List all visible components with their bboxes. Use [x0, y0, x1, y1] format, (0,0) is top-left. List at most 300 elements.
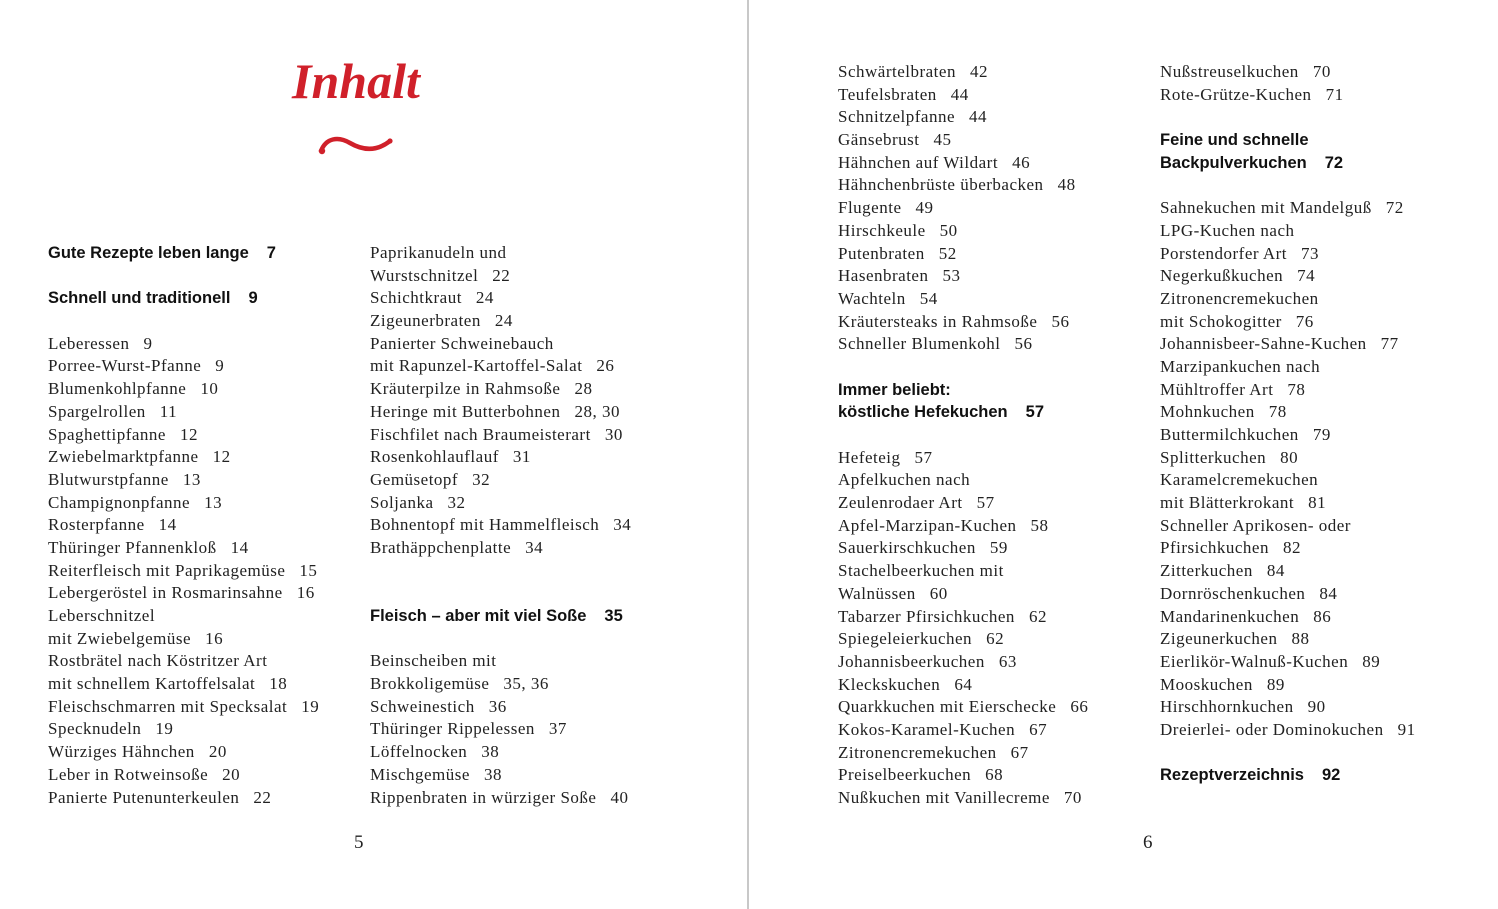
- toc-entry-page: 31: [512, 447, 531, 467]
- toc-entry-title: Porstendorfer Art: [1160, 243, 1288, 263]
- toc-entry: [1160, 311, 1498, 334]
- toc-entry-title: Backpulverkuchen: [1160, 153, 1307, 172]
- tilde-swash-ornament-icon: [318, 132, 396, 158]
- toc-entry-title: Löffelnocken: [370, 742, 468, 762]
- toc-entry-page: 91: [1397, 719, 1416, 739]
- toc-entry-page: 72: [1385, 198, 1404, 218]
- toc-entry-title: Walnüssen: [838, 583, 916, 603]
- toc-entry-page: 60: [929, 583, 948, 603]
- toc-entry-page: 67: [1010, 742, 1029, 762]
- right-page: [750, 0, 1498, 909]
- toc-entry: [370, 446, 710, 469]
- toc-entry-page: 9: [248, 289, 258, 308]
- toc-entry-title: Eierlikör-Walnuß-Kuchen: [1160, 651, 1349, 671]
- toc-entry-page: 13: [204, 492, 223, 512]
- toc-entry-page: 68: [985, 765, 1004, 785]
- toc-entry-page: 13: [182, 469, 201, 489]
- toc-entry-page: 10: [200, 379, 219, 399]
- toc-entry-title: Apfel-Marzipan-Kuchen: [838, 515, 1017, 535]
- toc-entry: [838, 220, 1178, 243]
- toc-entry-page: 76: [1295, 311, 1314, 331]
- toc-entry: [370, 741, 710, 764]
- toc-entry-page: 56: [1014, 334, 1033, 354]
- toc-entry: [48, 582, 388, 605]
- toc-entry-page: 63: [998, 651, 1017, 671]
- toc-entry-title: mit Blätterkrokant: [1160, 493, 1295, 513]
- toc-entry: [838, 174, 1178, 197]
- toc-entry-title: Fischfilet nach Braumeisterart: [370, 424, 591, 444]
- toc-entry-title: Kräutersteaks in Rahmsoße: [838, 311, 1038, 331]
- toc-entry-page: 53: [942, 266, 961, 286]
- toc-entry-page: 52: [938, 243, 957, 263]
- toc-entry-title: Hefeteig: [838, 447, 901, 467]
- toc-entry-title: Mohnkuchen: [1160, 402, 1255, 422]
- toc-entry-page: 50: [939, 220, 958, 240]
- toc-entry-title: Bohnentopf mit Hammelfleisch: [370, 515, 600, 535]
- toc-entry: [48, 401, 388, 424]
- toc-entry-page: 11: [159, 401, 178, 421]
- toc-entry: [370, 355, 710, 378]
- toc-entry: [1160, 288, 1498, 311]
- spacer: [48, 265, 388, 288]
- toc-entry-page: 24: [475, 288, 494, 308]
- toc-entry-title: Pfirsichkuchen: [1160, 538, 1269, 558]
- toc-entry-title: Marzipankuchen nach: [1160, 356, 1321, 376]
- toc-entry-page: 38: [483, 764, 502, 784]
- toc-entry: [48, 718, 388, 741]
- toc-entry-page: 44: [969, 107, 988, 127]
- toc-entry: [370, 424, 710, 447]
- toc-entry: [48, 787, 388, 810]
- toc-entry: [838, 606, 1178, 629]
- toc-entry-title: Zeulenrodaer Art: [838, 493, 963, 513]
- toc-entry-title: Panierte Putenunterkeulen: [48, 787, 240, 807]
- toc-entry: [838, 651, 1178, 674]
- toc-entry-title: Schnell und traditionell: [48, 289, 231, 308]
- page-number: 5: [354, 832, 364, 853]
- toc-entry: [838, 628, 1178, 651]
- toc-entry-page: 19: [301, 696, 320, 716]
- toc-entry-title: Spaghettipfanne: [48, 424, 166, 444]
- toc-entry-title: Feine und schnelle: [1160, 131, 1309, 150]
- toc-column-2: [370, 242, 710, 809]
- toc-entry-page: 57: [976, 493, 995, 513]
- toc-entry-title: Rote-Grütze-Kuchen: [1160, 84, 1312, 104]
- toc-entry-title: Thüringer Rippelessen: [370, 719, 535, 739]
- spacer: [838, 424, 1178, 447]
- toc-entry-title: Zitterkuchen: [1160, 561, 1253, 581]
- spacer: [48, 310, 388, 333]
- toc-entry-title: Spargelrollen: [48, 401, 146, 421]
- toc-entry-title: Paprikanudeln und: [370, 243, 507, 262]
- toc-entry: [838, 696, 1178, 719]
- toc-entry: [1160, 560, 1498, 583]
- toc-entry: [838, 84, 1178, 107]
- toc-entry: [1160, 469, 1498, 492]
- spacer: [370, 628, 710, 651]
- toc-entry-title: Heringe mit Butterbohnen: [370, 401, 561, 421]
- toc-entry: [1160, 197, 1498, 220]
- toc-entry: [48, 605, 388, 628]
- toc-entry: [838, 243, 1178, 266]
- toc-entry: [1160, 674, 1498, 697]
- toc-entry-title: Soljanka: [370, 492, 434, 512]
- page-title: Inhalt: [292, 53, 420, 109]
- toc-entry-title: Mischgemüse: [370, 764, 470, 784]
- toc-entry: [48, 560, 388, 583]
- toc-entry-page: 90: [1307, 697, 1326, 717]
- toc-entry: [1160, 265, 1498, 288]
- toc-entry-title: Wurstschnitzel: [370, 265, 479, 285]
- toc-entry-page: 35: [604, 607, 623, 625]
- toc-entry-title: Porree-Wurst-Pfanne: [48, 356, 202, 376]
- toc-entry-page: 9: [143, 333, 153, 353]
- toc-entry-page: 14: [158, 515, 177, 535]
- toc-entry-page: 77: [1380, 334, 1399, 354]
- toc-entry-page: 54: [919, 288, 938, 308]
- left-page: [0, 0, 748, 909]
- toc-entry-title: Schneller Aprikosen- oder: [1160, 515, 1351, 535]
- toc-entry-title: Beinscheiben mit: [370, 651, 497, 671]
- toc-entry-page: 79: [1312, 425, 1331, 444]
- toc-entry-page: 38: [481, 742, 500, 762]
- toc-section-heading: [48, 242, 388, 265]
- toc-entry-page: 58: [1030, 515, 1049, 535]
- toc-entry-page: 80: [1280, 447, 1299, 467]
- toc-entry-title: Sauerkirschkuchen: [838, 538, 976, 558]
- toc-entry-title: köstliche Hefekuchen: [838, 403, 1008, 422]
- toc-entry-page: 16: [205, 628, 224, 648]
- toc-entry-title: Lebergeröstel in Rosmarinsahne: [48, 583, 283, 603]
- toc-entry-page: 40: [610, 787, 629, 807]
- toc-entry-title: Rosenkohlauflauf: [370, 447, 499, 467]
- toc-entry-title: Fleischschmarren mit Specksalat: [48, 696, 288, 716]
- toc-entry-title: Panierter Schweinebauch: [370, 333, 554, 353]
- toc-entry: [1160, 606, 1498, 629]
- toc-entry: [1160, 333, 1498, 356]
- toc-entry-page: 37: [548, 719, 567, 739]
- toc-entry-page: 19: [155, 719, 174, 739]
- toc-entry-title: Rosterpfanne: [48, 515, 145, 535]
- toc-entry-title: Brokkoligemüse: [370, 674, 490, 694]
- toc-entry: [48, 764, 388, 787]
- toc-entry: [838, 106, 1178, 129]
- toc-entry: [838, 333, 1178, 356]
- toc-entry-title: Reiterfleisch mit Paprikagemüse: [48, 560, 286, 580]
- toc-entry-title: Kokos-Karamel-Kuchen: [838, 719, 1016, 739]
- toc-entry-title: Zwiebelmarktpfanne: [48, 447, 199, 467]
- toc-entry: [370, 287, 710, 310]
- toc-entry: [1160, 492, 1498, 515]
- toc-entry: [48, 446, 388, 469]
- toc-entry-title: Hähnchen auf Wildart: [838, 152, 999, 172]
- toc-entry-page: 92: [1321, 766, 1341, 785]
- toc-entry-page: 24: [494, 311, 513, 331]
- toc-entry-page: 78: [1268, 402, 1287, 422]
- toc-entry-page: 57: [914, 447, 933, 467]
- toc-entry-title: Mandarinenkuchen: [1160, 606, 1300, 626]
- toc-entry-title: LPG-Kuchen nach: [1160, 220, 1295, 240]
- toc-entry-page: 12: [212, 447, 231, 467]
- toc-entry: [838, 152, 1178, 175]
- toc-entry-page: 59: [989, 538, 1008, 558]
- toc-entry: [838, 719, 1178, 742]
- toc-entry: [838, 674, 1178, 697]
- toc-column-1: [48, 242, 388, 809]
- toc-entry-page: 28: [574, 379, 593, 399]
- toc-entry-page: 12: [179, 424, 198, 444]
- toc-entry: [48, 514, 388, 537]
- toc-entry-title: Zitronencremekuchen: [838, 742, 997, 762]
- toc-entry-title: Flugente: [838, 198, 902, 218]
- toc-entry-page: 82: [1282, 538, 1301, 558]
- toc-entry: [1160, 84, 1498, 107]
- toc-entry: [370, 764, 710, 787]
- toc-entry: [370, 650, 710, 673]
- toc-entry-title: mit Rapunzel-Kartoffel-Salat: [370, 356, 583, 376]
- toc-entry-title: Karamelcremekuchen: [1160, 470, 1319, 490]
- toc-entry: [1160, 61, 1498, 84]
- toc-entry: [48, 673, 388, 696]
- toc-entry-title: Mühltroffer Art: [1160, 379, 1274, 399]
- spacer: [1160, 742, 1498, 765]
- toc-entry-title: Dornröschenkuchen: [1160, 583, 1306, 603]
- toc-entry-title: Würziges Hähnchen: [48, 742, 195, 762]
- toc-entry-title: Blumenkohlpfanne: [48, 379, 187, 399]
- toc-section-heading: [838, 401, 1178, 424]
- toc-entry-title: Fleisch – aber mit viel Soße: [370, 607, 587, 625]
- toc-entry-title: Apfelkuchen nach: [838, 470, 971, 490]
- toc-entry-title: Gemüsetopf: [370, 469, 459, 489]
- toc-entry-page: 30: [604, 424, 623, 444]
- toc-entry-page: 15: [299, 560, 318, 580]
- book-gutter: [747, 0, 749, 909]
- toc-entry: [370, 401, 710, 424]
- toc-entry: [838, 764, 1178, 787]
- toc-entry-title: Stachelbeerkuchen mit: [838, 561, 1004, 581]
- toc-entry: [1160, 583, 1498, 606]
- toc-entry: [48, 333, 388, 356]
- toc-entry: [370, 537, 710, 560]
- toc-entry-page: 74: [1297, 266, 1316, 286]
- toc-section-heading: [370, 605, 710, 628]
- toc-entry-page: 56: [1051, 311, 1070, 331]
- toc-entry-title: Splitterkuchen: [1160, 447, 1267, 467]
- toc-entry: [1160, 243, 1498, 266]
- toc-entry-page: 73: [1301, 243, 1320, 263]
- toc-entry-page: 20: [222, 764, 241, 784]
- toc-entry-page: 66: [1070, 697, 1089, 717]
- toc-entry: [370, 514, 710, 537]
- toc-entry-title: Preiselbeerkuchen: [838, 765, 972, 785]
- toc-entry-title: Schichtkraut: [370, 288, 462, 308]
- toc-entry-page: 78: [1287, 379, 1306, 399]
- toc-section-heading: [48, 287, 388, 310]
- toc-entry-title: Hasenbraten: [838, 266, 929, 286]
- toc-entry: [48, 378, 388, 401]
- toc-entry-page: 18: [269, 674, 288, 694]
- toc-column-3: [838, 61, 1178, 810]
- toc-section-heading: [1160, 152, 1498, 175]
- toc-entry: [370, 492, 710, 515]
- toc-entry-page: 22: [492, 265, 511, 285]
- toc-entry-title: Zigeunerbraten: [370, 311, 481, 331]
- toc-entry-page: 32: [472, 469, 491, 489]
- toc-entry-title: mit schnellem Kartoffelsalat: [48, 674, 256, 694]
- toc-entry-title: Specknudeln: [48, 719, 142, 739]
- toc-entry-title: Kleckskuchen: [838, 674, 941, 694]
- toc-entry-page: 14: [230, 537, 249, 557]
- toc-entry-page: 88: [1291, 629, 1310, 649]
- toc-entry-page: 57: [1025, 403, 1044, 422]
- toc-entry-title: Schwärtelbraten: [838, 62, 956, 81]
- toc-entry-title: Spiegeleierkuchen: [838, 629, 973, 649]
- toc-entry: [48, 424, 388, 447]
- toc-entry: [838, 447, 1178, 470]
- toc-entry-page: 62: [1028, 606, 1047, 626]
- toc-entry-title: Gute Rezepte leben lange: [48, 244, 249, 262]
- toc-entry-title: Wachteln: [838, 288, 906, 308]
- toc-entry-page: 9: [215, 356, 225, 376]
- toc-entry: [838, 197, 1178, 220]
- spacer: [370, 582, 710, 605]
- toc-section-heading: [1160, 764, 1498, 787]
- spacer: [838, 356, 1178, 379]
- toc-entry-title: Brathäppchenplatte: [370, 537, 512, 557]
- toc-entry-page: 67: [1029, 719, 1048, 739]
- spacer: [1160, 106, 1498, 129]
- toc-entry: [48, 492, 388, 515]
- toc-column-4: [1160, 61, 1498, 787]
- toc-entry-title: Nußkuchen mit Vanillecreme: [838, 788, 1050, 807]
- toc-entry-page: 81: [1308, 493, 1327, 513]
- toc-entry-page: 49: [915, 198, 934, 218]
- spacer: [1160, 174, 1498, 197]
- toc-entry-title: Zigeunerkuchen: [1160, 629, 1278, 649]
- toc-entry-page: 71: [1325, 84, 1344, 104]
- toc-entry-title: Leber in Rotweinsoße: [48, 764, 209, 784]
- toc-entry: [370, 265, 710, 288]
- toc-entry-title: Teufelsbraten: [838, 84, 937, 104]
- toc-entry-page: 89: [1266, 674, 1285, 694]
- toc-entry: [48, 469, 388, 492]
- toc-entry-page: 64: [954, 674, 973, 694]
- toc-entry-title: Gänsebrust: [838, 130, 920, 150]
- toc-entry: [370, 673, 710, 696]
- toc-entry-title: Schweinestich: [370, 696, 475, 716]
- toc-entry: [1160, 379, 1498, 402]
- toc-entry-page: 32: [447, 492, 466, 512]
- toc-entry: [838, 61, 1178, 84]
- toc-entry: [838, 129, 1178, 152]
- toc-entry-title: Kräuterpilze in Rahmsoße: [370, 379, 561, 399]
- toc-entry-title: Negerkußkuchen: [1160, 266, 1284, 286]
- toc-entry-page: 84: [1319, 583, 1338, 603]
- toc-entry: [1160, 696, 1498, 719]
- toc-entry: [370, 242, 710, 265]
- toc-entry: [1160, 356, 1498, 379]
- toc-entry: [838, 311, 1178, 334]
- toc-entry: [838, 515, 1178, 538]
- toc-entry-title: Putenbraten: [838, 243, 925, 263]
- toc-entry: [838, 787, 1178, 810]
- toc-entry-page: 46: [1012, 152, 1031, 172]
- toc-entry-title: Johannisbeerkuchen: [838, 651, 985, 671]
- toc-entry: [1160, 628, 1498, 651]
- toc-entry: [1160, 515, 1498, 538]
- toc-entry: [370, 378, 710, 401]
- spacer: [370, 560, 710, 583]
- toc-entry-page: 16: [296, 583, 315, 603]
- toc-entry: [838, 560, 1178, 583]
- toc-entry-title: Mooskuchen: [1160, 674, 1253, 694]
- toc-entry: [370, 718, 710, 741]
- toc-entry-page: 89: [1362, 651, 1381, 671]
- toc-entry-title: Tabarzer Pfirsichkuchen: [838, 606, 1015, 626]
- toc-entry-page: 34: [613, 515, 632, 535]
- toc-entry-page: 48: [1057, 175, 1076, 195]
- toc-entry-page: 34: [525, 537, 544, 557]
- toc-entry: [48, 741, 388, 764]
- toc-entry-title: mit Schokogitter: [1160, 311, 1282, 331]
- toc-entry-title: Hirschhornkuchen: [1160, 697, 1294, 717]
- toc-section-heading: [1160, 129, 1498, 152]
- toc-entry: [370, 696, 710, 719]
- toc-entry-page: 42: [969, 62, 988, 81]
- toc-entry-title: Zitronencremekuchen: [1160, 288, 1319, 308]
- toc-entry-title: Leberschnitzel: [48, 606, 156, 625]
- toc-entry-title: Hähnchenbrüste überbacken: [838, 175, 1044, 195]
- toc-entry-page: 7: [266, 244, 276, 262]
- toc-entry: [1160, 401, 1498, 424]
- toc-entry: [838, 288, 1178, 311]
- toc-section-heading: [838, 379, 1178, 402]
- toc-entry-title: Thüringer Pfannenkloß: [48, 537, 217, 557]
- toc-entry: [838, 583, 1178, 606]
- toc-entry-title: Dreierlei- oder Dominokuchen: [1160, 719, 1384, 739]
- toc-entry-page: 28, 30: [574, 401, 620, 421]
- toc-entry: [838, 492, 1178, 515]
- toc-entry-page: 62: [986, 629, 1005, 649]
- toc-entry-page: 72: [1324, 153, 1344, 172]
- toc-entry: [48, 628, 388, 651]
- toc-entry-title: Schnitzelpfanne: [838, 107, 956, 127]
- toc-entry: [1160, 447, 1498, 470]
- page-number: 6: [1143, 832, 1153, 853]
- toc-entry: [838, 265, 1178, 288]
- toc-entry: [1160, 424, 1498, 447]
- toc-entry-title: Schneller Blumenkohl: [838, 334, 1001, 354]
- toc-entry-title: Sahnekuchen mit Mandelguß: [1160, 198, 1372, 218]
- toc-entry: [838, 469, 1178, 492]
- toc-entry: [48, 696, 388, 719]
- toc-entry-page: 84: [1266, 561, 1285, 581]
- toc-entry: [1160, 651, 1498, 674]
- toc-entry: [48, 355, 388, 378]
- toc-entry: [48, 650, 388, 673]
- toc-entry-title: Blutwurstpfanne: [48, 469, 169, 489]
- toc-entry-page: 86: [1313, 606, 1332, 626]
- toc-entry: [1160, 537, 1498, 560]
- toc-entry: [370, 333, 710, 356]
- toc-entry: [370, 469, 710, 492]
- toc-entry-page: 45: [933, 130, 952, 150]
- toc-entry: [838, 742, 1178, 765]
- toc-entry-title: mit Zwiebelgemüse: [48, 628, 192, 648]
- toc-entry-page: 44: [950, 84, 969, 104]
- toc-entry: [370, 787, 710, 810]
- toc-entry-title: Rippenbraten in würziger Soße: [370, 787, 597, 807]
